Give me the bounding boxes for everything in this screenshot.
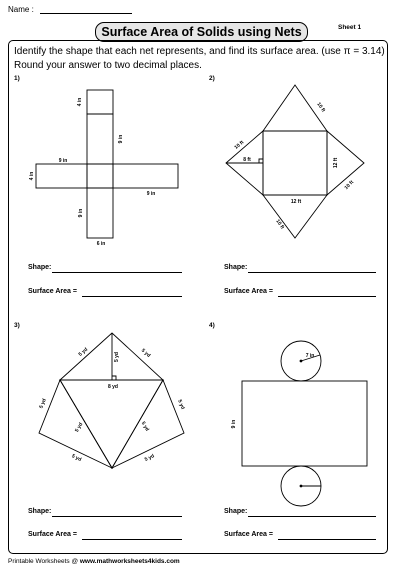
net-3-label-left-outer: 5 yd [38,397,48,410]
net-4-label-radius: 7 in [305,353,315,359]
net-1-label-right-bottom: 9 in [146,191,156,197]
problem-1-number: 1) [14,75,20,82]
problem-1-surface-area-answer[interactable] [82,296,182,297]
net-4-bottom-center-dot [300,485,303,488]
problem-3-surface-area-answer[interactable] [82,539,182,540]
problem-4-number: 4) [209,322,215,329]
net-2-label-slant-right: 10 ft [343,179,356,192]
net-2-label-slant-left: 10 ft [233,139,246,151]
net-4-lateral-rectangle [242,381,367,466]
net-1-label-right-length: 9 in [118,134,124,144]
problem-1-surface-area-label: Surface Area = [28,288,77,295]
problem-4-surface-area-answer[interactable] [278,539,376,540]
problem-2-surface-area-answer[interactable] [278,296,376,297]
sheet-number: Sheet 1 [338,24,362,31]
net-2-label-slant-bottom: 10 ft [274,218,286,231]
net-3-label-bottom-left: 5 yd [70,453,83,463]
net-4-top-center-dot [300,360,303,363]
net-1-label-top-height: 4 in [77,97,83,107]
problem-2-number: 2) [209,75,215,82]
net-3-label-right-outer: 5 yd [176,398,186,411]
footer [8,558,180,565]
net-3-label-left-inner: 5 yd [74,421,85,434]
net-3-label-height: 5 yd [114,351,120,363]
problem-3-surface-area-label: Surface Area = [28,531,77,538]
footer-url[interactable]: www.mathworksheets4kids.com [79,558,180,565]
net-3-label-base: 8 yd [107,384,119,390]
net-1-label-lower-left: 9 in [78,208,84,218]
net-1-label-left-top: 9 in [58,158,68,164]
problem-3-shape-label: Shape: [28,508,52,515]
net-2-label-height: 8 ft [243,157,251,163]
problem-4-shape-label: Shape: [224,508,248,515]
problem-3-shape-answer[interactable] [52,516,182,517]
net-2-label-bottom: 12 ft [290,199,302,205]
problem-4-surface-area-label: Surface Area = [224,531,273,538]
worksheet-title: Surface Area of Solids using Nets [95,22,308,42]
footer-brand: Printable Worksheets @ [8,558,79,565]
name-label: Name : [8,5,34,14]
problem-4-shape-answer[interactable] [248,516,376,517]
net-2-label-side-right: 12 ft [333,157,339,169]
problem-2-shape-answer[interactable] [248,272,376,273]
net-4-label-height: 9 in [231,419,237,429]
net-2-label-slant-top: 10 ft [315,101,327,114]
instruction-line-1: Identify the shape that each net represents, and find its surface area. (use π = 3.14) [14,46,385,57]
net-1-label-left-side: 4 in [29,171,35,181]
net-3-label-slant-top-left: 5 yd [77,346,90,358]
net-1-label-bottom: 6 in [96,241,106,247]
net-3-label-bottom-right: 5 yd [143,453,156,463]
problem-1-shape-answer[interactable] [52,272,182,273]
problem-1-shape-label: Shape: [28,264,52,271]
instruction-line-2: Round your answer to two decimal places. [14,60,202,71]
net-3-label-slant-top-right: 5 yd [139,347,152,359]
problem-3-number: 3) [14,322,20,329]
net-3-label-right-inner: 5 yd [139,420,150,433]
problem-2-shape-label: Shape: [224,264,248,271]
problem-2-surface-area-label: Surface Area = [224,288,273,295]
